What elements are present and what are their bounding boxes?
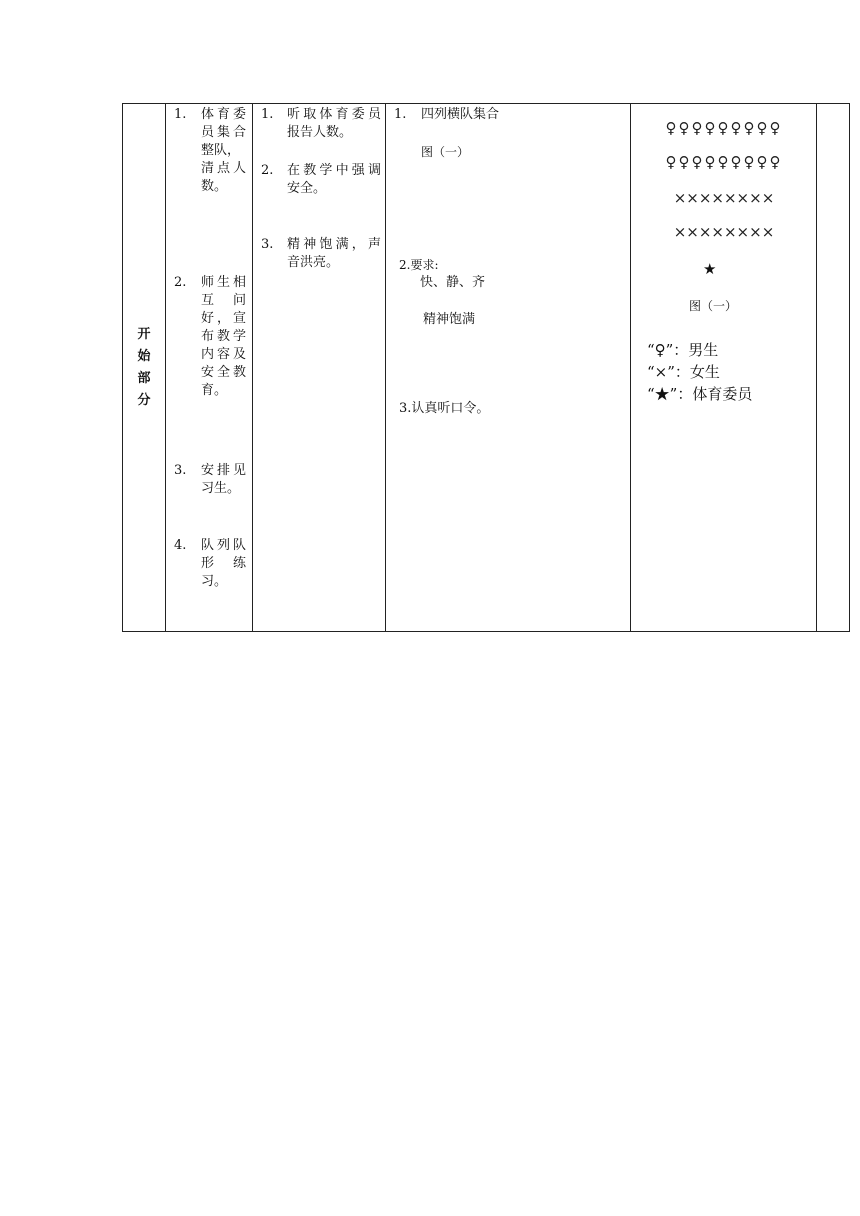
star-icon: ★ [703,260,717,278]
lesson-plan-table [122,103,850,632]
formation-diagram-cell [631,104,817,632]
legend-boys: “♀”：男生 [647,341,719,359]
student-item [261,162,381,198]
requirement-text: 四列横队集合 [421,107,500,122]
item-line: 布教学 [201,329,246,344]
item-line: 清点人 [201,161,246,176]
section-label-char: 开 [137,326,151,342]
legend-girls: “×”：女生 [647,363,720,381]
item-line: 安全。 [287,181,327,196]
item-line: 互 问 [201,293,246,308]
formation-row-girls: ×××××××× [673,189,775,207]
item-number: 1. [394,107,407,122]
section-label-char: 部 [137,370,151,386]
section-label-char: 始 [137,348,151,364]
item-line: 形 练 [201,556,246,571]
formation-row-girls: ×××××××× [673,223,775,241]
formation-row-boys: ♀♀♀♀♀♀♀♀♀ [665,119,783,137]
student-item [261,236,381,272]
item-line: 习。 [201,574,228,589]
figure-reference: 图（一） [421,145,470,159]
teacher-item [174,462,246,498]
student-activities-cell [253,104,386,632]
item-line: 在教学中强调 [287,163,381,178]
item-line: 听取体育委员 [287,107,381,122]
item-number: 2. [261,163,274,178]
item-number: 3. [261,237,274,252]
item-line: 精神饱满，声 [287,237,381,252]
formation-caption: 图（一） [689,299,738,313]
item-line: 习生。 [201,481,241,496]
item-number: 4. [174,538,187,553]
item-line: 安排见 [201,463,246,478]
requirement-text: 3.认真听口令。 [399,401,490,416]
item-number: 1. [261,107,274,122]
requirement-label: 2.要求: [399,258,439,272]
item-line: 数。 [201,179,228,194]
item-line: 内容及 [201,347,246,362]
item-line: 音洪亮。 [287,255,340,270]
item-number: 1. [174,107,187,122]
section-label-char: 分 [137,392,151,408]
item-line: 队列队 [201,538,246,553]
teacher-item [174,274,246,400]
item-line: 体育委 [201,107,246,122]
teacher-item [174,106,246,196]
formation-row-boys: ♀♀♀♀♀♀♀♀♀ [665,153,783,171]
item-line: 安全教 [201,365,246,380]
item-number: 2. [174,275,187,290]
teacher-item [174,537,246,591]
item-line: 师生相 [201,275,246,290]
item-line: 报告人数。 [287,125,353,140]
notes-cell [817,104,850,632]
student-item [261,106,381,142]
item-line: 育。 [201,383,228,398]
item-number: 3. [174,463,187,478]
requirement-text: 精神饱满 [423,312,476,327]
legend-leader: “★”：体育委员 [647,385,753,403]
teacher-activities-cell [166,104,253,632]
item-line: 好，宣 [201,311,246,326]
item-line: 整队， [201,143,241,158]
item-line: 员集合 [201,125,246,140]
requirements-cell [386,104,631,632]
requirement-text: 快、静、齐 [420,275,486,290]
section-label-cell [123,104,166,632]
